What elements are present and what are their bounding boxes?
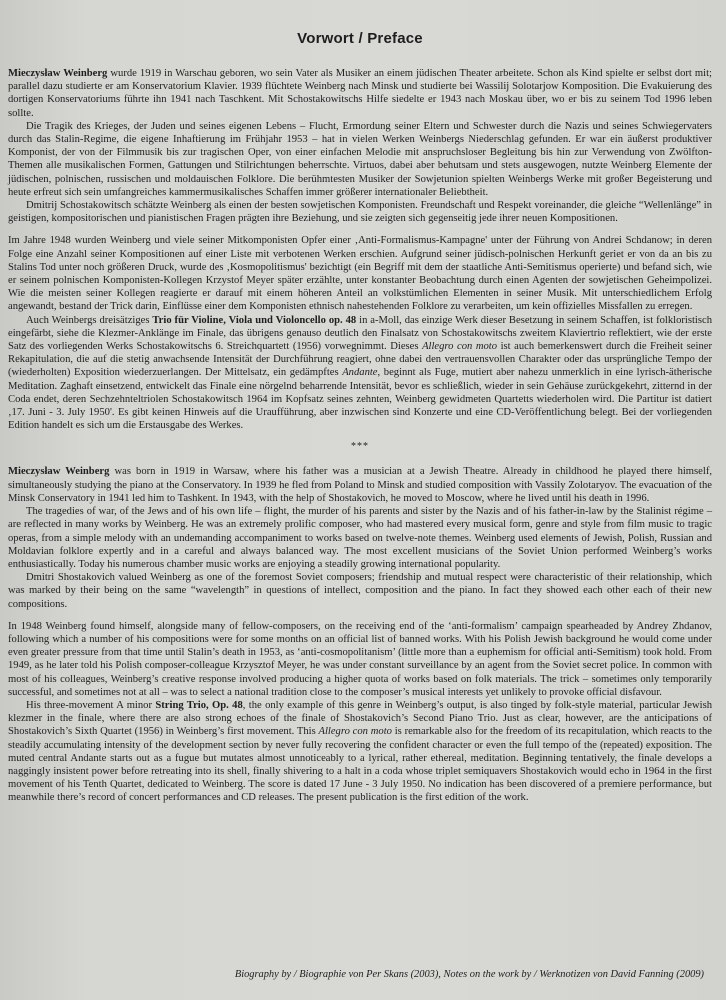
en-paragraph-2: The tragedies of war, of the Jews and of his own life – flight, the murder of his parents and sister by the Nazis and of his father-in-law by the Stalinist régime – are reflected in many works by Weinberg. He was an extremely prolific composer, who had mastered every musical form, genre and style from film music to tragic operas, from a simple melody with an undemanding accompaniment to works based on twelve-note themes. Weinberg used elements of Jewish, Polish, Russian and Moldavian folklore expertly and in a careful and always balanced way. The most excellent musicians of the Soviet Union performed Weinberg’s works enthusiastically. Today his numerous chamber music works are enjoying a steadily growing international popularity.	[8, 506, 712, 570]
german-section	[8, 67, 712, 432]
de-paragraph-1: Mieczysław Weinberg wurde 1919 in Warschau geboren, wo sein Vater als Musiker an einem jüdischen Theater arbeitete. Schon als Kind spielte er selbst dort mit; parallel dazu studierte er am Konservatorium Klavier. 1939 flüchtete Weinberg nach Minsk und studierte bei Wassilij Solotarjow Komposition. Die Evakuierung des dortigen Konservatoriums führte ihn 1941 nach Taschkent. Mit Schostakowitschs Hilfe siedelte er 1943 nach Moskau über, wo er bis zu seinem Tod 1996 leben sollte.	[8, 68, 712, 119]
de-paragraph-4: Im Jahre 1948 wurden Weinberg und viele seiner Mitkomponisten Opfer einer ‚Anti-Formalismus-Kampagne' unter der Führung von Andrei Schdanow; in deren Folge eine Anzahl seiner Kompositionen auf einer Liste mit verbotenen Werken erschien. Aufgrund seiner jüdisch-polnischen Herkunft geriet er von da an bis zu Stalins Tod unter noch größeren Druck, wurde des ‚Kosmopolitismus' bezichtigt (ein Begriff mit dem der staatliche Anti-Semitismus operierte) und befand sich, wie er seinem polnischen Komponisten-Kollegen Krzystof Meyer später erzählte, unter konstanter Beobachtung durch einen Agenten der sowjetischen Geheimpolizei. Wie die meisten seiner Kollegen reagierte er darauf mit einem höheren Anteil an volkstümlichen Elementen in seiner Musik. Mit unterschiedlichem Erfolg angewandt, bestand der Trick darin, Einflüsse einer dem Komponisten ethnisch nahestehenden Folklore zu verarbeiten, um kein offizielles Missfallen zu erregen.	[8, 235, 712, 313]
page-title: Vorwort / Preface	[297, 30, 423, 47]
en-work-title: String Trio, Op. 48	[155, 699, 243, 711]
de-paragraph-3: Dmitrij Schostakowitsch schätzte Weinberg als einen der besten sowjetischen Komponisten. Freundschaft und Respekt voreinander, die gleiche “Wellenlänge” in geistigen, kompositorischen und pianistischen Fragen prägten ihre Beziehung, und sie zeigten sich gegenseitig jede ihrer neuen Kompositionen.	[8, 200, 712, 225]
en-composer-name: Mieczysław Weinberg	[8, 466, 110, 478]
de-composer-name: Mieczysław Weinberg	[8, 68, 108, 79]
english-section	[8, 465, 712, 804]
credits-line: Biography by / Biographie von Per Skans (2003), Notes on the work by / Werknotizen von David Fanning (2009)	[234, 969, 704, 980]
de-paragraph-2: Die Tragik des Krieges, der Juden und seines eigenen Lebens – Flucht, Ermordung seiner Eltern und Schwester durch die Nazis und seines Schwiegervaters durch das Stalin-Regime, die eigene Inhaftierung im Frühjahr 1953 – hat in vielen Werken Weinbergs Niederschlag gefunden. Er war ein äußerst produktiver Komponist, der von der Filmmusik bis zur tragischen Oper, von einer einfachen Melodie mit anspruchsloser Begleitung bis hin zur Verwendung von Zwölfton-Themen alle musikalischen Formen, Gattungen und Stilrichtungen beherrschte. Virtuos, dabei aber behutsam und stets ausgewogen, nutzte Weinberg Elemente der jüdischen, polnischen, russischen und moldauischen Folklore. Die berühmtesten Musiker der Sowjetunion spielten Weinbergs Werke mit großer Begeisterung und heute erfreut sich sein umfangreiches kammermusikalisches Schaffen immer größerer internationaler Beliebtheit.	[8, 120, 712, 198]
de-paragraph-5: Auch Weinbergs dreisätziges Trio für Violine, Viola und Violoncello op. 48 in a-Moll, das einzige Werk dieser Besetzung in seinem Schaffen, ist folkloristisch eingefärbt, siehe die Klezmer-Anklänge im Finale, das übrigens genauso deutlich den Finalsatz von Schostakowitschs zweitem Klaviertrio reflektiert, wie der erste Satz des vorliegenden Werks Schostakowitschs 6. Streichquartett (1956) vorwegnimmt. Dieses Allegro con moto ist auch bemerkenswert durch die Freiheit seiner Rekapitulation, die auf die stetig anwachsende Intensität der Durchführung reagiert, ohne dabei den vertrauensvollen Charakter oder das ursprüngliche Tempo der (wiederholten) Exposition wiederzuerlangen. Der Mittelsatz, ein gedämpftes Andante, beginnt als Fuge, mutiert aber nahezu unmerklich in eine lyrisch-ätherische Meditation. Zaghaft einsetzend, entwickelt das Finale eine nörgelnd beharrende Intensität, bevor es schließlich, wieder in sein Gehäuse zurückgekehrt, zitternd in der Coda endet, deren Sechzehnteltriolen Schostakowitsch 1964 im Kopfsatz seines zehnten, Weinberg gewidmeten Quartetts wiederholen wird. Die Partitur ist datiert ‚17. Juni - 3. July 1950'. Es gibt keinen Hinweis auf die Uraufführung, aber inzwischen sind Konzerte und eine CD-Veröffentlichung belegt. Bei der vorliegenden Edition handelt es sich um die Erstausgabe des Werkes.	[8, 314, 712, 432]
en-paragraph-3: Dmitri Shostakovich valued Weinberg as one of the foremost Soviet composers; friendship and mutual respect were characteristic of their relationship, which was marked by their being on the same “wavelength” in questions of intellect, composition and the piano. In fact they showed each other each of their new compositions.	[8, 572, 712, 610]
de-work-title: Trio für Violine, Viola und Violoncello op. 48	[152, 314, 357, 326]
en-paragraph-1: Mieczysław Weinberg was born in 1919 in Warsaw, where his father was a musician at a Jewish Theatre. Already in childhood he played there himself, simultaneously studying the piano at the Conservatory. In 1939 he fled from Poland to Minsk and studied composition with Vassily Zolotaryov. The evacuation of the Minsk Conservatory in 1941 led him to Tashkent. In 1943, with the help of Shostakovich, he moved to Moscow, where he lived until his death in 1996.	[8, 466, 712, 504]
en-paragraph-5: His three-movement A minor String Trio, Op. 48, the only example of this genre in Weinberg’s output, is also tinged by folk-style material, particular Jewish klezmer in the finale, where there are also strong echoes of the finale of Shostakovich’s Second Piano Trio. Just as clear, however, are the anticipations of Shostakovich’s Sixth Quartet (1956) in Weinberg’s first movement. This Allegro con moto is remarkable also for the freedom of its recapitulation, which reacts to the steadily accumulating intensity of the development section by never fully recovering the confident character or even the full tempo of the (repeated) exposition. The muted central Andante starts out as a fugue but mutates almost unnoticeably to a lyrical, rather ethereal, meditation. Beginning tentatively, the finale develops a naggingly insistent power before retreating into its shell, finally shivering to a halt in a coda whose triplet semiquavers Shostakovich would echo in 1964 in the first movement of his Tenth Quartet, dedicated to Weinberg. The score is dated 17 June - 3 July 1950. No indication has been discovered of a premiere performance, but meanwhile there’s record of concert performances and CD releases. The present publication is the first edition of the work.	[8, 699, 712, 804]
section-separator: ***	[351, 441, 369, 453]
en-paragraph-4: In 1948 Weinberg found himself, alongside many of fellow-composers, on the receiving end of the ‘anti-formalism’ campaign spearheaded by Andrey Zhdanov, following which a number of his compositions were for some months on an official list of banned works. With his Polish Jewish background he would come under even greater pressure from that time until Stalin’s death in 1953, as ‘anti-cosmopolitanism’ (little more than a euphemism for official anti-Semitism) took hold. From 1949, as he later told his Polish composer-colleague Krzysztof Meyer, he was under constant surveillance by an agent from the Soviet secret police. In common with most of his colleagues, Weinberg’s creative response involved producing a higher quota of works based on folk materials. The trick – sometimes only temporarily successful, and sometimes not at all – was to select a national tradition close to the composer’s musical interests yet unlikely to provoke official disfavour.	[8, 620, 712, 698]
